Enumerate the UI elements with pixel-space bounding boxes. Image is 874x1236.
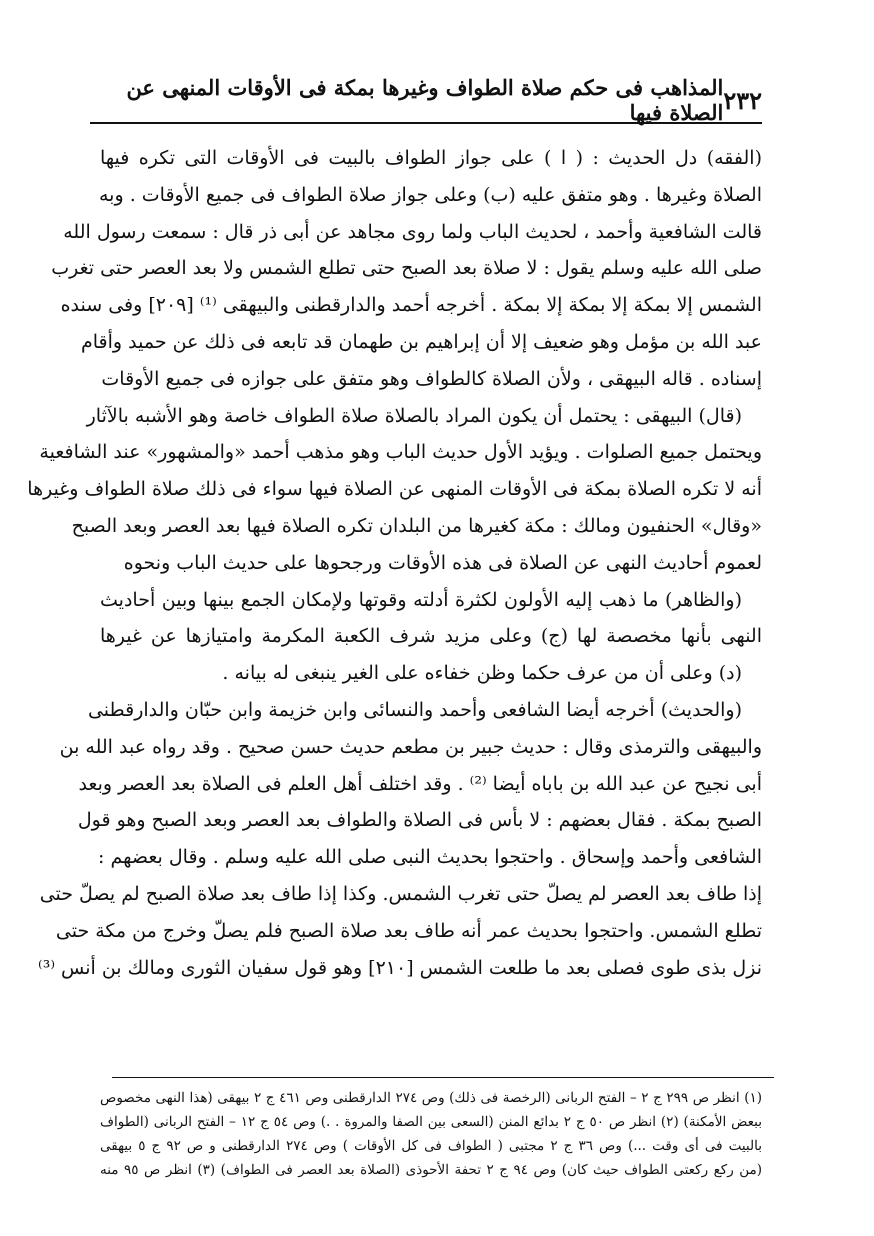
- text-line: الشمس إلا بمكة إلا بمكة إلا بمكة . أخرجه أحمد والدارقطنى والبيهقى ⁽¹⁾ [٢٠٩] وفى سنده: [60, 294, 762, 317]
- text-line: النهى بأنها مخصصة لها (ج) وعلى مزيد شرف الكعبة المكرمة وامتيازها عن غيرها: [100, 625, 762, 648]
- text-line: (قال) البيهقى : يحتمل أن يكون المراد بالصلاة صلاة الطواف خاصة وهو الأشبه بالآثار: [86, 404, 742, 427]
- text-line: (والحديث) أخرجه أيضا الشافعى وأحمد والنسائى وابن خزيمة وابن حبّان والدارقطنى: [87, 698, 742, 721]
- text-line: الشافعى وأحمد وإسحاق . واحتجوا بحديث النبى صلى الله عليه وسلم . وقال بعضهم :: [98, 846, 762, 869]
- paragraph: [51, 140, 762, 398]
- footnote-divider: [112, 1077, 774, 1078]
- footnote-line: ببعض الأمكنة) (٢) انظر ص ٥٠ ج ٢ بدائع المنن (السعى بين الصفا والمروة . .) وص ٥٤ ج ١٢ – الفتح الربانى (الطواف: [100, 1114, 763, 1130]
- paragraph: [38, 692, 762, 986]
- text-line: (د) وعلى أن من عرف حكما وظن خفاءه على الغير ينبغى له بيانه .: [222, 662, 742, 685]
- text-line: قالت الشافعية وأحمد ، لحديث الباب ولما روى مجاهد عن أبى ذر قال : سمعت رسول الله: [63, 220, 762, 243]
- footnote-line: (١) انظر ص ٢٩٩ ج ٢ – الفتح الربانى (الرخصة فى ذلك) وص ٢٧٤ الدارقطنى وص ٤٦١ ج ٢ بيهقى (هذا النهى مخصوص: [100, 1090, 763, 1106]
- text-line: لعموم أحاديث النهى عن الصلاة فى هذه الأوقات ورجحوها على حديث الباب ونحوه: [123, 551, 762, 574]
- footnote-line: (من ركع ركعتى الطواف حيث كان) وص ٩٤ ج ٢ تحفة الأحوذى (الصلاة بعد العصر فى الطواف) (٣) انظر ص ٩٥ منه: [100, 1162, 763, 1178]
- text-line: الصلاة وغيرها . وهو متفق عليه (ب) وعلى جواز صلاة الطواف فى جميع الأوقات . وبه: [99, 183, 762, 206]
- paragraph: [27, 398, 762, 508]
- paragraph: [100, 582, 762, 692]
- text-line: أبى نجيح عن عبد الله بن باباه أيضا ⁽²⁾ . وقد اختلف أهل العلم فى الصلاة بعد العصر وبعد: [78, 772, 762, 795]
- text-line: «وقال» الحنفيون ومالك : مكة كغيرها من البلدان تكره الصلاة فيها بعد العصر وبعد الصبح: [71, 514, 762, 537]
- text-line: (الفقه) دل الحديث : ( ا ) على جواز الطواف بالبيت فى الأوقات التى تكره فيها: [100, 147, 762, 169]
- text-line: إذا طاف بعد العصر لم يصلّ حتى تغرب الشمس. وكذا إذا طاف بعد صلاة الصبح لم يصلّ حتى: [39, 882, 762, 905]
- text-line: صلى الله عليه وسلم يقول : لا صلاة بعد الصبح حتى تطلع الشمس ولا بعد العصر حتى تغرب: [51, 257, 762, 280]
- text-line: والبيهقى والترمذى وقال : حديث جبير بن مطعم حديث حسن صحيح . وقد رواه عبد الله بن: [59, 735, 762, 758]
- text-line: نزل بذى طوى فصلى بعد ما طلعت الشمس [٢١٠] وهو قول سفيان الثورى ومالك بن أنس ⁽³⁾: [38, 956, 762, 979]
- paragraph: [71, 508, 762, 582]
- running-title: المذاهب فى حكم صلاة الطواف وغيرها بمكة فى الأوقات المنهى عن الصلاة فيها: [126, 75, 724, 125]
- text-line: أنه لا تكره الصلاة بمكة فى الأوقات المنهى عن الصلاة فيها سواء فى ذلك صلاة الطواف وغيرها: [27, 478, 762, 501]
- page-number: ٢٣٢: [723, 85, 762, 115]
- text-line: تطلع الشمس. واحتجوا بحديث عمر أنه طاف بعد صلاة الصبح فلم يصلّ وخرج من مكة حتى: [55, 919, 762, 942]
- text-line: الصبح بمكة . فقال بعضهم : لا بأس فى الصلاة والطواف بعد العصر وبعد الصبح وهو قول: [77, 809, 762, 832]
- main-text: [27, 140, 762, 986]
- footnote-line: بالبيت فى أى وقت ...) وص ٣٦ ج ٢ مجتبى ( الطواف فى كل الأوقات ) وص ٢٧٤ الدارقطنى و ص ٩٢ ج ٥ بيهقى: [100, 1138, 762, 1154]
- text-line: عبد الله بن مؤمل وهو ضعيف إلا أن إبراهيم بن طهمان قد تابعه فى ذلك عن حميد وأقام: [81, 330, 762, 353]
- footnotes: [100, 1086, 762, 1182]
- text-line: (والظاهر) ما ذهب إليه الأولون لكثرة أدلته وقوتها ولإمكان الجمع بينها وبين أحاديث: [100, 588, 742, 611]
- text-line: إسناده . قاله البيهقى ، ولأن الصلاة كالطواف وهو متفق على جوازه فى جميع الأوقات: [101, 367, 762, 390]
- text-line: ويحتمل جميع الصلوات . ويؤيد الأول حديث الباب وهو مذهب أحمد «والمشهور» عند الشافعية: [39, 441, 762, 464]
- page-header: [90, 75, 762, 125]
